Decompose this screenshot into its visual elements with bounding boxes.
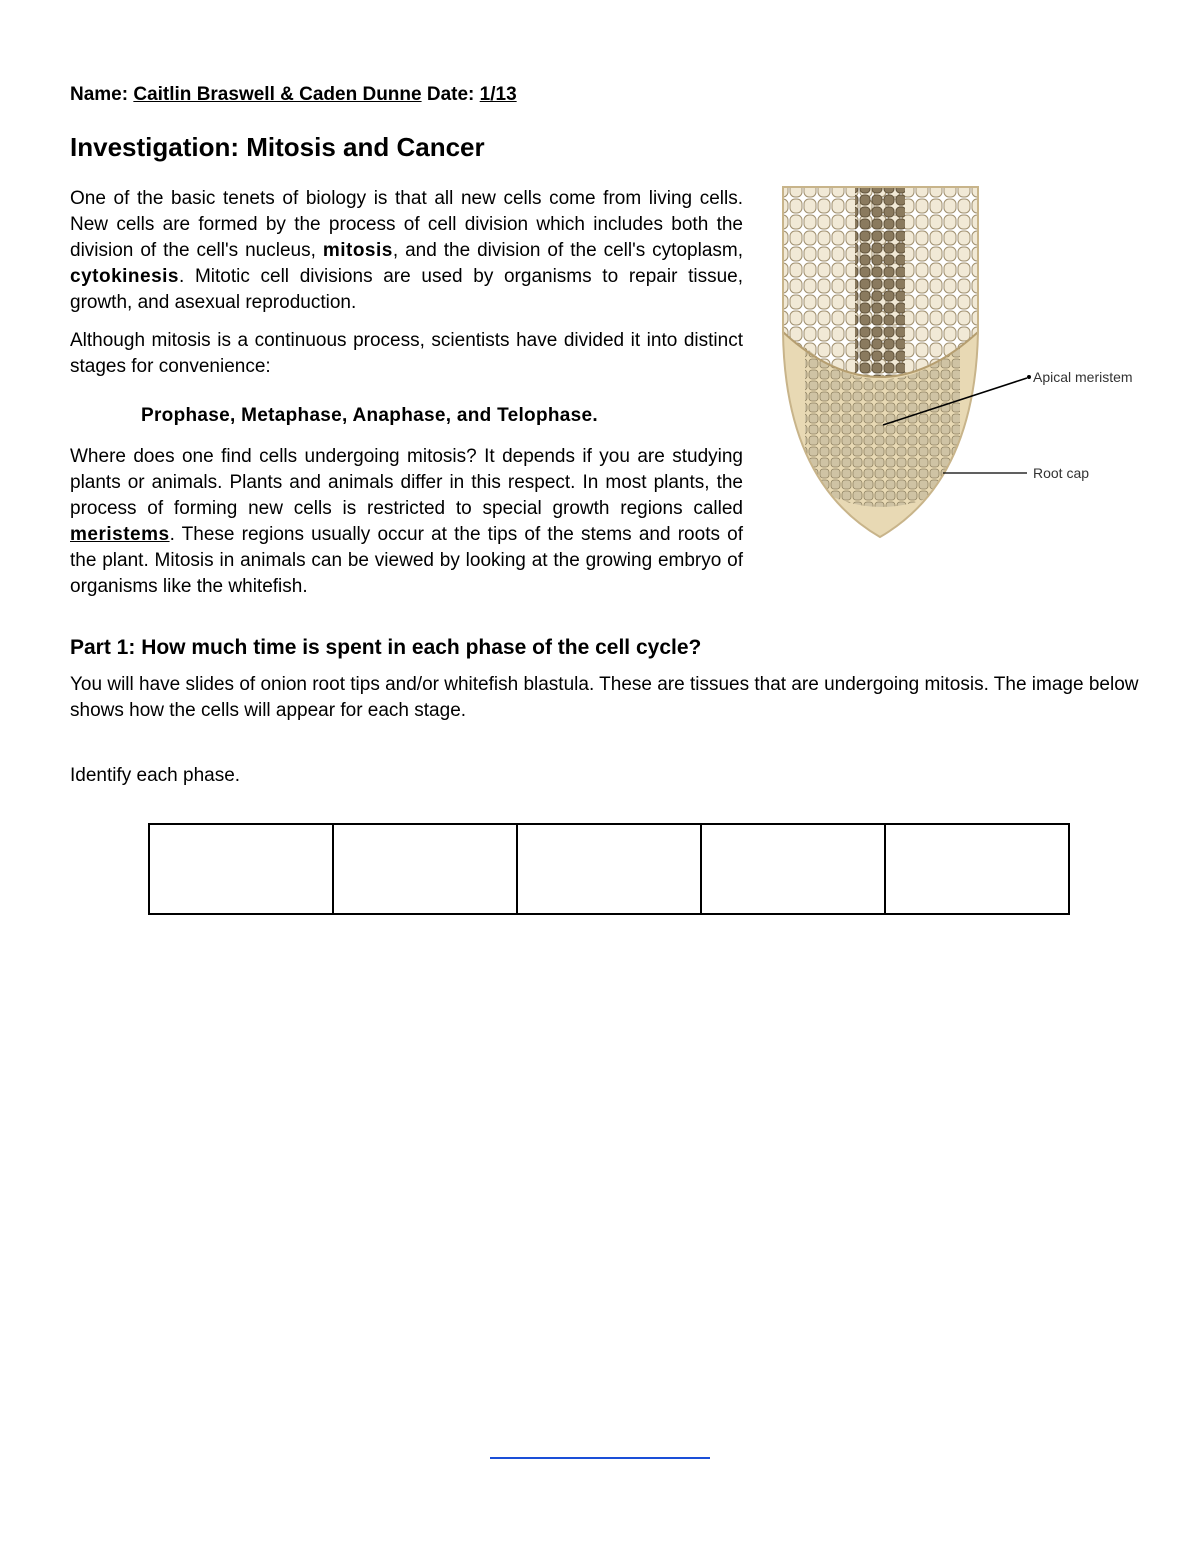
footer-link[interactable]	[490, 1443, 710, 1459]
apical-meristem-label: Apical meristem	[1033, 369, 1133, 385]
phase-cell-5[interactable]	[885, 824, 1069, 914]
date-label: Date:	[426, 84, 475, 105]
mitosis-phases: Prophase, Metaphase, Anaphase, and Telophase.	[141, 405, 598, 426]
part1-heading: Part 1: How much time is spent in each phase of the cell cycle?	[70, 636, 702, 659]
phase-cell-3[interactable]	[517, 824, 701, 914]
student-names: Caitlin Braswell & Caden Dunne	[133, 84, 422, 105]
root-tip-figure	[775, 182, 1155, 547]
intro-paragraph-1: One of the basic tenets of biology is that all new cells come from living cells. New cells are formed by the process of cell division which includes both the division of the cell's nucleus, mitosis, and the division of the cell's cytoplasm, cytokinesis. Mitotic cell divisions are used by organisms to repair tissue, growth, and asexual reproduction.	[70, 188, 743, 313]
phase-cell-2[interactable]	[333, 824, 517, 914]
table-row	[149, 824, 1069, 914]
page-title: Investigation: Mitosis and Cancer	[70, 132, 485, 162]
term-mitosis: mitosis	[322, 240, 393, 261]
root-cap-label: Root cap	[1033, 465, 1090, 481]
phase-cell-1[interactable]	[149, 824, 333, 914]
term-cytokinesis: cytokinesis	[70, 266, 179, 287]
vascular-core	[855, 182, 905, 392]
date-value: 1/13	[479, 84, 517, 105]
identify-instruction: Identify each phase.	[70, 765, 241, 786]
name-label: Name:	[70, 84, 129, 105]
name-date-line	[70, 84, 517, 106]
phase-answer-table	[148, 823, 1070, 915]
intro-paragraph-3: Where does one find cells undergoing mitosis? It depends if you are studying plants or animals. Plants and animals differ in this respect. In most plants, the process of forming new cells is restricted to special growth regions called meristems. These regions usually occur at the tips of the stems and roots of the plant. Mitosis in animals can be viewed by looking at the growing embryo of organisms like the whitefish.	[70, 446, 743, 597]
intro-paragraph-2: Although mitosis is a continuous process, scientists have divided it into distinct stages for convenience:	[70, 330, 743, 377]
term-meristems: meristems	[70, 524, 170, 545]
part1-text: You will have slides of onion root tips and/or whitefish blastula. These are tissues that are undergoing mitosis. The image below shows how the cells will appear for each stage.	[70, 674, 1139, 721]
phase-cell-4[interactable]	[701, 824, 885, 914]
